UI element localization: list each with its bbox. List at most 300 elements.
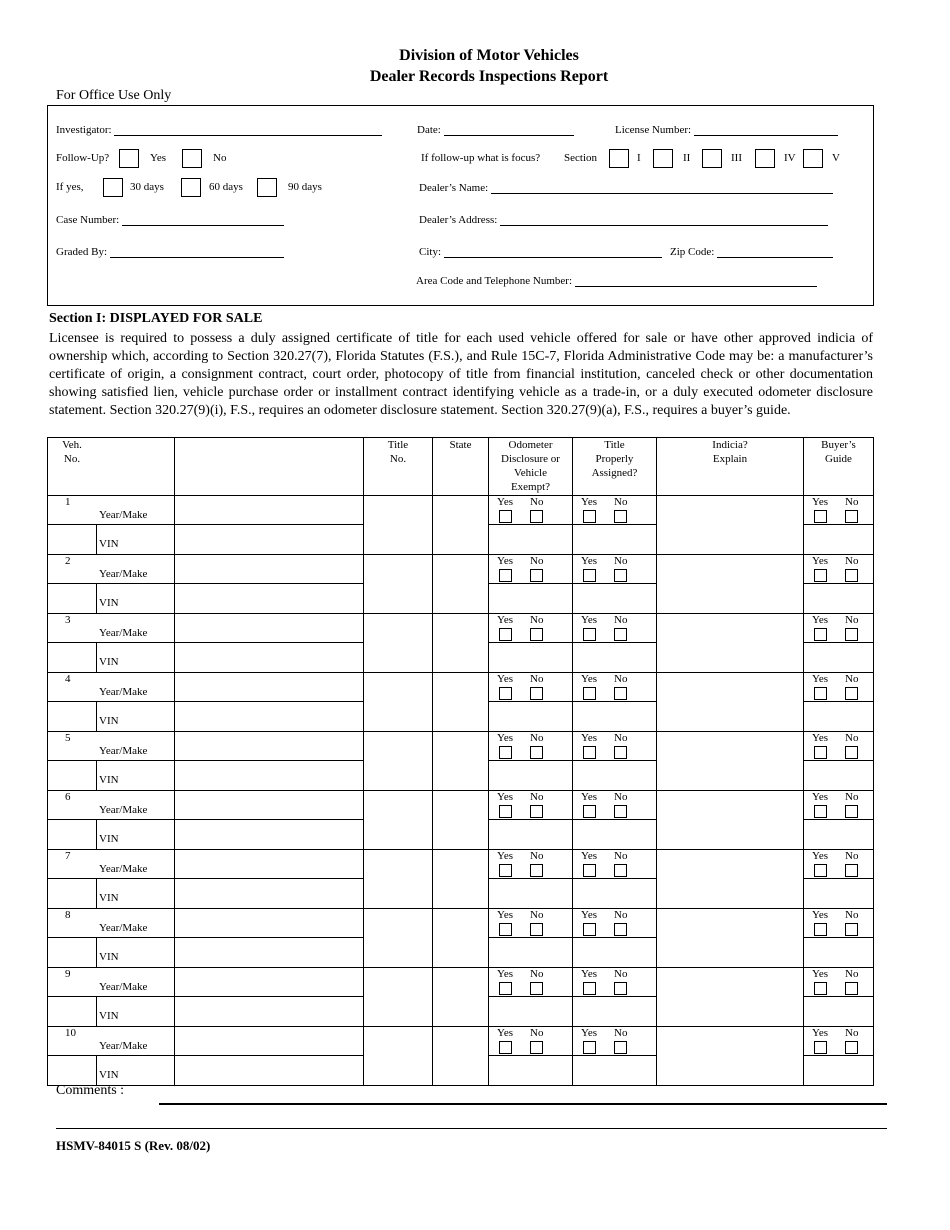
- buyers-guide-yes-checkbox[interactable]: [814, 982, 827, 995]
- vin-input[interactable]: [175, 702, 364, 732]
- title-assigned-yes-label: Yes: [581, 791, 598, 803]
- state-input[interactable]: [433, 791, 489, 850]
- vin-label: VIN: [99, 774, 119, 786]
- year-make-label: Year/Make: [99, 568, 148, 580]
- buyers-guide-yes-checkbox[interactable]: [814, 1041, 827, 1054]
- vin-blank-cell: [48, 1056, 97, 1086]
- title-assigned-yes-checkbox[interactable]: [583, 569, 596, 582]
- follow-up-label: Follow-Up?: [56, 152, 110, 164]
- odometer-cell: [489, 909, 573, 938]
- odometer-yes-checkbox[interactable]: [499, 864, 512, 877]
- title-assigned-no-label: No: [614, 791, 628, 803]
- buyers-guide-no-checkbox[interactable]: [845, 923, 858, 936]
- title-assigned-no-checkbox[interactable]: [614, 687, 627, 700]
- vin-label: VIN: [99, 656, 119, 668]
- title-assigned-yes-checkbox[interactable]: [583, 510, 596, 523]
- buyers-guide-yes-label: Yes: [812, 496, 829, 508]
- comments-line-1[interactable]: [159, 1103, 887, 1105]
- odometer-cell: [489, 850, 573, 879]
- office-use-label: For Office Use Only: [56, 88, 172, 103]
- form-number: HSMV-84015 S (Rev. 08/02): [56, 1138, 211, 1153]
- follow-up-yes-checkbox[interactable]: [119, 149, 139, 168]
- buyers-guide-cell: [804, 555, 874, 584]
- title-assigned-blank-cell: [573, 938, 657, 968]
- title-assigned-blank-cell: [573, 879, 657, 909]
- phone-field[interactable]: [575, 274, 817, 287]
- year-make-input[interactable]: [175, 555, 364, 584]
- indicia-input[interactable]: [657, 791, 804, 850]
- odometer-no-label: No: [530, 1027, 544, 1039]
- vin-label: VIN: [99, 833, 119, 845]
- investigator-row: [56, 123, 382, 136]
- title-no-input[interactable]: [364, 909, 433, 968]
- state-input[interactable]: [433, 614, 489, 673]
- vehicle-year-make-cell: [48, 1027, 175, 1056]
- odometer-no-checkbox[interactable]: [530, 628, 543, 641]
- vin-blank-cell: [48, 702, 97, 732]
- vin-label-cell: [97, 820, 175, 850]
- buyers-guide-no-label: No: [845, 555, 859, 567]
- section-ii-checkbox[interactable]: [653, 149, 673, 168]
- title-assigned-no-checkbox[interactable]: [614, 864, 627, 877]
- city-row: [419, 245, 662, 258]
- buyers-guide-no-label: No: [845, 1027, 859, 1039]
- vin-input[interactable]: [175, 879, 364, 909]
- buyers-guide-yes-checkbox[interactable]: [814, 628, 827, 641]
- vehicle-year-make-cell: [48, 555, 175, 584]
- vin-label-cell: [97, 643, 175, 673]
- state-input[interactable]: [433, 850, 489, 909]
- year-make-label: Year/Make: [99, 1040, 148, 1052]
- comments-label: Comments :: [56, 1083, 125, 1098]
- title-assigned-yes-checkbox[interactable]: [583, 982, 596, 995]
- title-assigned-yes-checkbox[interactable]: [583, 746, 596, 759]
- buyers-guide-no-label: No: [845, 791, 859, 803]
- odometer-cell: [489, 791, 573, 820]
- section-iii-checkbox[interactable]: [702, 149, 722, 168]
- buyers-guide-cell: [804, 496, 874, 525]
- title-assigned-no-checkbox[interactable]: [614, 805, 627, 818]
- title-assigned-blank-cell: [573, 1056, 657, 1086]
- table-row: [48, 791, 874, 820]
- odometer-header: Odometer Disclosure or Vehicle Exempt?: [489, 438, 573, 496]
- buyers-guide-blank-cell: [804, 879, 874, 909]
- section-i-label: I: [637, 152, 641, 164]
- odometer-no-label: No: [530, 909, 544, 921]
- title-assigned-blank-cell: [573, 643, 657, 673]
- title-no-input[interactable]: [364, 614, 433, 673]
- dealers-address-label: Dealer’s Address:: [419, 214, 498, 226]
- odometer-cell: [489, 1027, 573, 1056]
- year-make-input[interactable]: [175, 850, 364, 879]
- state-input[interactable]: [433, 555, 489, 614]
- title-assigned-yes-checkbox[interactable]: [583, 923, 596, 936]
- dealers-address-field[interactable]: [500, 213, 828, 226]
- title-no-input[interactable]: [364, 1027, 433, 1086]
- odometer-yes-checkbox[interactable]: [499, 628, 512, 641]
- buyers-guide-cell: [804, 850, 874, 879]
- buyers-guide-blank-cell: [804, 702, 874, 732]
- state-input[interactable]: [433, 496, 489, 555]
- vehicle-number: 10: [65, 1027, 76, 1039]
- indicia-input[interactable]: [657, 614, 804, 673]
- graded-by-field[interactable]: [110, 245, 284, 258]
- table-row: [48, 496, 874, 525]
- title-assigned-cell: [573, 1027, 657, 1056]
- buyers-guide-cell: [804, 732, 874, 761]
- buyers-guide-blank-cell: [804, 1056, 874, 1086]
- title-assigned-no-checkbox[interactable]: [614, 982, 627, 995]
- comments-line-2[interactable]: [56, 1128, 887, 1129]
- vehicle-year-make-cell: [48, 968, 175, 997]
- title-assigned-yes-label: Yes: [581, 1027, 598, 1039]
- vin-label: VIN: [99, 538, 119, 550]
- dealers-name-field[interactable]: [491, 181, 833, 194]
- odometer-no-checkbox[interactable]: [530, 569, 543, 582]
- buyers-guide-yes-checkbox[interactable]: [814, 569, 827, 582]
- title-assigned-cell: [573, 496, 657, 525]
- zip-code-label: Zip Code:: [670, 246, 715, 258]
- title-assigned-no-checkbox[interactable]: [614, 923, 627, 936]
- year-make-label: Year/Make: [99, 981, 148, 993]
- title-assigned-yes-label: Yes: [581, 614, 598, 626]
- section-i-checkbox[interactable]: [609, 149, 629, 168]
- year-make-input[interactable]: [175, 673, 364, 702]
- buyers-guide-yes-checkbox[interactable]: [814, 864, 827, 877]
- odometer-blank-cell: [489, 1056, 573, 1086]
- odometer-no-label: No: [530, 614, 544, 626]
- title-assigned-yes-checkbox[interactable]: [583, 805, 596, 818]
- title-assigned-no-checkbox[interactable]: [614, 628, 627, 641]
- vin-label: VIN: [99, 892, 119, 904]
- title-assigned-no-checkbox[interactable]: [614, 1041, 627, 1054]
- city-field[interactable]: [444, 245, 662, 258]
- vehicle-number: 5: [65, 732, 71, 744]
- odometer-yes-label: Yes: [497, 850, 514, 862]
- year-make-label: Year/Make: [99, 863, 148, 875]
- vin-label-cell: [97, 997, 175, 1027]
- 90-days-checkbox[interactable]: [257, 178, 277, 197]
- odometer-yes-checkbox[interactable]: [499, 923, 512, 936]
- vin-label-cell: [97, 938, 175, 968]
- title-no-input[interactable]: [364, 968, 433, 1027]
- odometer-blank-cell: [489, 761, 573, 791]
- vin-input[interactable]: [175, 584, 364, 614]
- odometer-no-checkbox[interactable]: [530, 1041, 543, 1054]
- buyers-guide-cell: [804, 968, 874, 997]
- title-assigned-yes-checkbox[interactable]: [583, 628, 596, 641]
- buyers-guide-yes-checkbox[interactable]: [814, 687, 827, 700]
- odometer-yes-checkbox[interactable]: [499, 510, 512, 523]
- year-make-input[interactable]: [175, 496, 364, 525]
- vin-input[interactable]: [175, 643, 364, 673]
- 30-days-label: 30 days: [130, 181, 164, 193]
- buyers-guide-no-label: No: [845, 614, 859, 626]
- title-assigned-no-label: No: [614, 673, 628, 685]
- title-no-input[interactable]: [364, 496, 433, 555]
- odometer-no-checkbox[interactable]: [530, 805, 543, 818]
- buyers-guide-no-checkbox[interactable]: [845, 746, 858, 759]
- vehicle-year-make-cell: [48, 732, 175, 761]
- odometer-yes-checkbox[interactable]: [499, 687, 512, 700]
- odometer-no-label: No: [530, 732, 544, 744]
- buyers-guide-yes-checkbox[interactable]: [814, 746, 827, 759]
- indicia-input[interactable]: [657, 850, 804, 909]
- vin-blank-cell: [48, 879, 97, 909]
- state-input[interactable]: [433, 673, 489, 732]
- page-subtitle: Dealer Records Inspections Report: [369, 68, 609, 85]
- buyers-guide-no-checkbox[interactable]: [845, 628, 858, 641]
- buyers-guide-cell: [804, 614, 874, 643]
- date-field[interactable]: [444, 123, 574, 136]
- buyers-guide-cell: [804, 1027, 874, 1056]
- odometer-no-checkbox[interactable]: [530, 687, 543, 700]
- license-row: [615, 123, 838, 136]
- vin-input[interactable]: [175, 525, 364, 555]
- section-ii-label: II: [683, 152, 691, 164]
- odometer-yes-label: Yes: [497, 1027, 514, 1039]
- buyers-guide-no-checkbox[interactable]: [845, 569, 858, 582]
- title-assigned-yes-checkbox[interactable]: [583, 1041, 596, 1054]
- title-assigned-no-label: No: [614, 732, 628, 744]
- year-make-input[interactable]: [175, 1027, 364, 1056]
- buyers-guide-blank-cell: [804, 820, 874, 850]
- odometer-yes-label: Yes: [497, 673, 514, 685]
- title-no-header: Title No.: [364, 438, 433, 496]
- title-assigned-no-checkbox[interactable]: [614, 510, 627, 523]
- indicia-input[interactable]: [657, 909, 804, 968]
- case-number-field[interactable]: [122, 213, 284, 226]
- 60-days-label: 60 days: [209, 181, 243, 193]
- state-input[interactable]: [433, 732, 489, 791]
- vin-blank-cell: [48, 584, 97, 614]
- title-assigned-no-label: No: [614, 555, 628, 567]
- state-input[interactable]: [433, 909, 489, 968]
- buyers-guide-blank-cell: [804, 997, 874, 1027]
- title-assigned-header: Title Properly Assigned?: [573, 438, 657, 496]
- year-make-input[interactable]: [175, 968, 364, 997]
- buyers-guide-cell: [804, 673, 874, 702]
- city-label: City:: [419, 246, 442, 258]
- title-assigned-cell: [573, 968, 657, 997]
- vin-label: VIN: [99, 1010, 119, 1022]
- year-make-input[interactable]: [175, 909, 364, 938]
- title-assigned-yes-label: Yes: [581, 496, 598, 508]
- title-assigned-yes-checkbox[interactable]: [583, 864, 596, 877]
- section-heading: Section I: DISPLAYED FOR SALE: [49, 311, 263, 326]
- indicia-input[interactable]: [657, 732, 804, 791]
- section-iv-checkbox[interactable]: [755, 149, 775, 168]
- vehicle-year-make-cell: [48, 614, 175, 643]
- phone-row: [416, 274, 817, 287]
- title-assigned-no-checkbox[interactable]: [614, 569, 627, 582]
- indicia-input[interactable]: [657, 555, 804, 614]
- vin-label-cell: [97, 761, 175, 791]
- vehicle-number: 2: [65, 555, 71, 567]
- odometer-no-checkbox[interactable]: [530, 510, 543, 523]
- odometer-yes-checkbox[interactable]: [499, 1041, 512, 1054]
- buyers-guide-no-checkbox[interactable]: [845, 510, 858, 523]
- title-no-input[interactable]: [364, 850, 433, 909]
- title-no-input[interactable]: [364, 555, 433, 614]
- odometer-yes-checkbox[interactable]: [499, 569, 512, 582]
- vehicle-number: 4: [65, 673, 71, 685]
- vehicle-number: 8: [65, 909, 71, 921]
- vin-input[interactable]: [175, 1056, 364, 1086]
- vehicle-year-make-cell: [48, 850, 175, 879]
- odometer-yes-label: Yes: [497, 614, 514, 626]
- year-make-input[interactable]: [175, 614, 364, 643]
- odometer-yes-label: Yes: [497, 555, 514, 567]
- odometer-yes-checkbox[interactable]: [499, 982, 512, 995]
- buyers-guide-cell: [804, 791, 874, 820]
- vin-input[interactable]: [175, 997, 364, 1027]
- investigator-field[interactable]: [114, 123, 382, 136]
- buyers-guide-no-checkbox[interactable]: [845, 1041, 858, 1054]
- table-header-row: [48, 438, 874, 496]
- phone-label: Area Code and Telephone Number:: [416, 275, 573, 287]
- vin-label: VIN: [99, 715, 119, 727]
- section-text: Licensee is required to possess a duly assigned certificate of title for each used vehicle offered for sale or have other approved indicia of ownership which, according to Section 320.27(7), Florida Statutes (F.S.), and Rule 15C-7, Florida Administrative Code may be: a manufacturer’s certificate of origin, a consignment contract, court order, photocopy of title from financial institution, canceled check or other documentation showing satisfied lien, vehicle purchase order or installment contract identifying vehicle as a trade-in, or a duly executed odometer disclosure statement. Section 320.27(9)(i), F.S., requires an odometer disclosure statement. Section 320.27(9)(a), F.S., requires a buyer’s guide.: [49, 331, 873, 418]
- title-assigned-blank-cell: [573, 761, 657, 791]
- title-assigned-yes-label: Yes: [581, 909, 598, 921]
- vin-input[interactable]: [175, 820, 364, 850]
- odometer-yes-checkbox[interactable]: [499, 746, 512, 759]
- table-row: [48, 673, 874, 702]
- zip-code-field[interactable]: [717, 245, 833, 258]
- odometer-cell: [489, 732, 573, 761]
- section-v-checkbox[interactable]: [803, 149, 823, 168]
- buyers-guide-no-checkbox[interactable]: [845, 687, 858, 700]
- buyers-guide-blank-cell: [804, 938, 874, 968]
- state-header: State: [433, 438, 489, 496]
- title-no-input[interactable]: [364, 732, 433, 791]
- odometer-yes-checkbox[interactable]: [499, 805, 512, 818]
- buyers-guide-yes-checkbox[interactable]: [814, 923, 827, 936]
- title-assigned-cell: [573, 614, 657, 643]
- buyers-guide-yes-checkbox[interactable]: [814, 805, 827, 818]
- odometer-blank-cell: [489, 525, 573, 555]
- year-make-label: Year/Make: [99, 745, 148, 757]
- buyers-guide-yes-label: Yes: [812, 968, 829, 980]
- 30-days-checkbox[interactable]: [103, 178, 123, 197]
- buyers-guide-blank-cell: [804, 761, 874, 791]
- zip-code-row: [670, 245, 833, 258]
- follow-up-no-label: No: [213, 152, 227, 164]
- title-assigned-no-checkbox[interactable]: [614, 746, 627, 759]
- title-no-input[interactable]: [364, 673, 433, 732]
- dealers-address-row: [419, 213, 828, 226]
- buyers-guide-yes-label: Yes: [812, 850, 829, 862]
- vehicle-number: 9: [65, 968, 71, 980]
- if-yes-label: If yes,: [56, 181, 84, 193]
- section-label: Section: [564, 152, 597, 164]
- buyers-guide-no-label: No: [845, 850, 859, 862]
- license-number-field[interactable]: [694, 123, 838, 136]
- vin-input[interactable]: [175, 938, 364, 968]
- buyers-guide-no-checkbox[interactable]: [845, 982, 858, 995]
- vehicle-year-make-cell: [48, 909, 175, 938]
- odometer-cell: [489, 968, 573, 997]
- vehicle-number: 7: [65, 850, 71, 862]
- dealers-name-row: [419, 181, 833, 194]
- title-assigned-cell: [573, 732, 657, 761]
- title-assigned-blank-cell: [573, 525, 657, 555]
- odometer-no-checkbox[interactable]: [530, 746, 543, 759]
- title-assigned-no-label: No: [614, 850, 628, 862]
- buyers-guide-cell: [804, 909, 874, 938]
- 60-days-checkbox[interactable]: [181, 178, 201, 197]
- veh-no-header: Veh. No.: [48, 438, 175, 496]
- title-no-input[interactable]: [364, 791, 433, 850]
- buyers-guide-no-checkbox[interactable]: [845, 864, 858, 877]
- state-input[interactable]: [433, 1027, 489, 1086]
- vin-blank-cell: [48, 643, 97, 673]
- table-row: [48, 732, 874, 761]
- investigator-label: Investigator:: [56, 124, 112, 136]
- vin-input[interactable]: [175, 761, 364, 791]
- year-make-input[interactable]: [175, 732, 364, 761]
- title-assigned-no-label: No: [614, 496, 628, 508]
- title-assigned-yes-checkbox[interactable]: [583, 687, 596, 700]
- follow-up-no-checkbox[interactable]: [182, 149, 202, 168]
- indicia-input[interactable]: [657, 968, 804, 1027]
- buyers-guide-yes-checkbox[interactable]: [814, 510, 827, 523]
- vin-blank-cell: [48, 525, 97, 555]
- title-assigned-no-label: No: [614, 1027, 628, 1039]
- odometer-no-checkbox[interactable]: [530, 982, 543, 995]
- buyers-guide-no-checkbox[interactable]: [845, 805, 858, 818]
- indicia-input[interactable]: [657, 1027, 804, 1086]
- buyers-guide-yes-label: Yes: [812, 909, 829, 921]
- title-assigned-blank-cell: [573, 584, 657, 614]
- odometer-blank-cell: [489, 879, 573, 909]
- odometer-cell: [489, 614, 573, 643]
- title-assigned-blank-cell: [573, 702, 657, 732]
- buyers-guide-yes-label: Yes: [812, 555, 829, 567]
- vehicle-number: 6: [65, 791, 71, 803]
- graded-by-label: Graded By:: [56, 246, 108, 258]
- state-input[interactable]: [433, 968, 489, 1027]
- buyers-guide-no-label: No: [845, 673, 859, 685]
- page-title: Division of Motor Vehicles: [399, 47, 579, 64]
- odometer-no-checkbox[interactable]: [530, 923, 543, 936]
- buyers-guide-no-label: No: [845, 732, 859, 744]
- vehicle-year-make-cell: [48, 791, 175, 820]
- vin-label-cell: [97, 525, 175, 555]
- vin-blank-cell: [48, 938, 97, 968]
- indicia-input[interactable]: [657, 673, 804, 732]
- title-assigned-cell: [573, 850, 657, 879]
- odometer-blank-cell: [489, 643, 573, 673]
- table-row: [48, 850, 874, 879]
- odometer-blank-cell: [489, 997, 573, 1027]
- odometer-blank-cell: [489, 584, 573, 614]
- indicia-input[interactable]: [657, 496, 804, 555]
- odometer-yes-label: Yes: [497, 968, 514, 980]
- title-assigned-cell: [573, 791, 657, 820]
- buyers-guide-yes-label: Yes: [812, 614, 829, 626]
- odometer-no-checkbox[interactable]: [530, 864, 543, 877]
- case-number-row: [56, 213, 284, 226]
- vin-blank-cell: [48, 820, 97, 850]
- title-assigned-yes-label: Yes: [581, 555, 598, 567]
- year-make-input[interactable]: [175, 791, 364, 820]
- title-assigned-yes-label: Yes: [581, 673, 598, 685]
- vehicle-year-make-cell: [48, 496, 175, 525]
- odometer-blank-cell: [489, 820, 573, 850]
- title-assigned-cell: [573, 909, 657, 938]
